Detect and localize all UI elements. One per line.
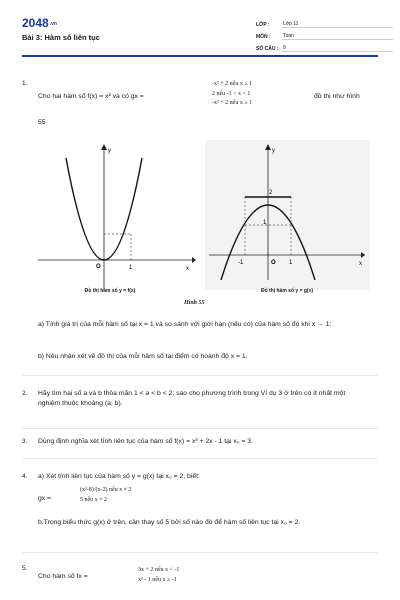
question-5-piecewise: 3x + 2 nếu x < -1 x² - 1 nếu x ≥ -1 bbox=[138, 567, 180, 583]
question-4-piecewise: (x³-8)/(x-2) nếu x ≠ 2 5 nếu x = 2 bbox=[80, 487, 132, 503]
header-rule bbox=[22, 55, 378, 57]
separator bbox=[22, 552, 378, 553]
meta-fields bbox=[256, 16, 393, 52]
figure-label: Hình 55 bbox=[184, 300, 205, 306]
question-1-figure-ref: 55 bbox=[38, 119, 46, 126]
question-1-piecewise: -x² + 2 nếu x ≤ 1 2 nếu -1 < x < 1 -x² + 2 nếu x ≥ 1 bbox=[212, 81, 253, 107]
question-5-intro: Cho hàm số fx = bbox=[38, 573, 88, 580]
graph-g-y-label: y bbox=[272, 148, 275, 154]
question-1-number: 1. bbox=[22, 80, 28, 87]
question-3-text: Dùng định nghĩa xét tính liên tục của hàm số f(x) = x³ + 2x - 1 tại x₀ = 3. bbox=[38, 438, 253, 445]
graph-f-y-label: y bbox=[108, 148, 111, 154]
graph-g-x-label: x bbox=[359, 261, 362, 267]
question-1-intro: Cho hai hàm số f(x) = x² và có gx = bbox=[38, 93, 144, 100]
graph-f-tick-1: 1 bbox=[129, 265, 133, 271]
question-1-tail: đồ thị như hình bbox=[314, 93, 360, 100]
graph-f-caption: Đồ thị hàm số y = f(x) bbox=[84, 288, 136, 294]
graph-g-tick-2: 2 bbox=[269, 190, 273, 196]
separator bbox=[22, 428, 378, 429]
question-3-number: 3. bbox=[22, 438, 28, 445]
question-4-number: 4. bbox=[22, 473, 28, 480]
question-4-line1: a) Xét tính liên tục của hàm số y = g(x) tại x₀ = 2, biết: bbox=[38, 473, 200, 480]
question-2-text: Hãy tìm hai số a và b thỏa mãn 1 < a < b < 2, sao cho phương trình trong Ví dụ 3 ở trên có ít nhất một nghiệm thuộc khoảng (a; b). bbox=[38, 390, 346, 407]
question-2-number: 2. bbox=[22, 390, 28, 397]
graph-g-caption: Đồ thị hàm số y = g(x) bbox=[260, 288, 314, 294]
graph-g-origin: O bbox=[271, 260, 276, 266]
question-4-gx: gx = bbox=[38, 495, 52, 502]
field-class: LỚP : Lớp 11 bbox=[256, 16, 393, 28]
lesson-title: Bài 3: Hàm số liên tục bbox=[22, 33, 100, 42]
graph-g bbox=[205, 140, 370, 290]
question-1-part-a: a) Tính giá trị của mỗi hàm số tại x = 1 và so sánh với giới hạn (nếu có) của hàm số đó khi x → 1; bbox=[38, 321, 332, 328]
question-1-part-b: b) Nêu nhận xét về đồ thị của mỗi hàm số tại điểm có hoành độ x = 1. bbox=[38, 353, 248, 360]
graph-f-origin: O bbox=[96, 264, 101, 270]
separator bbox=[22, 375, 378, 376]
question-5-number: 5. bbox=[22, 565, 28, 572]
brand-logo: 2048.vn bbox=[22, 16, 57, 30]
graph-f bbox=[36, 140, 196, 300]
graph-f-x-label: x bbox=[186, 266, 189, 272]
graph-g-tick-y1: 1 bbox=[263, 220, 267, 226]
question-4-part-b: b.Trong biểu thức g(x) ở trên, cần thay số 5 bởi số nào đó để hàm số liên tục tại x₀ = 2. bbox=[38, 519, 301, 526]
field-count: SỐ CÂU : 9 bbox=[256, 40, 393, 52]
graph-g-tick-neg1: -1 bbox=[238, 260, 244, 266]
field-subject: MÔN : Toán bbox=[256, 28, 393, 40]
separator bbox=[22, 458, 378, 459]
graph-g-tick-1: 1 bbox=[289, 260, 293, 266]
